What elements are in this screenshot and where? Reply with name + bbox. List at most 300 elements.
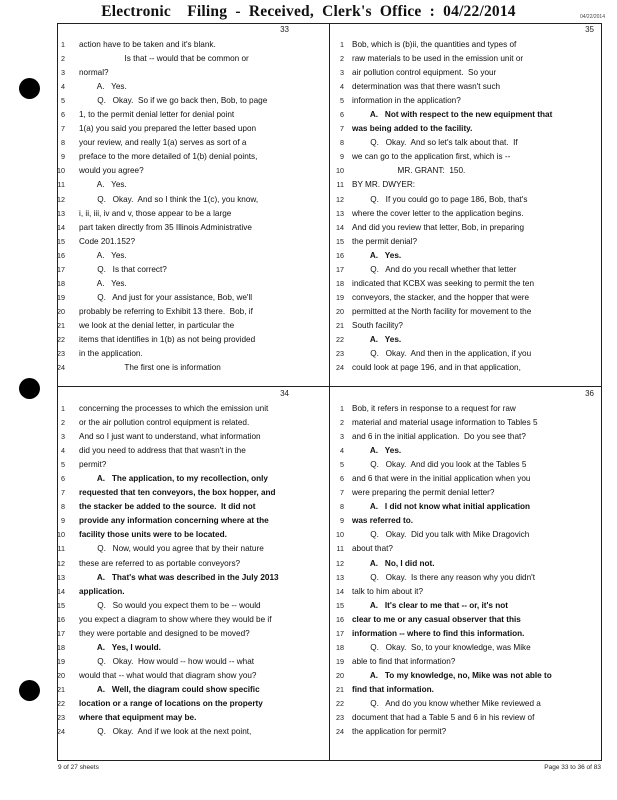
line-number: 6 [61, 474, 65, 484]
transcript-line [330, 416, 602, 430]
line-text: material and material usage information to Tables 5 [352, 418, 538, 428]
line-text: A. Yes. [79, 82, 127, 92]
transcript-lines [57, 38, 329, 375]
transcript-line [330, 557, 602, 571]
line-text: preface to the more detailed of 1(b) denial points, [79, 152, 258, 162]
line-number: 8 [61, 502, 65, 512]
line-number: 13 [57, 208, 65, 218]
line-number: 1 [340, 40, 344, 49]
transcript-line [57, 669, 329, 683]
line-text: A. The application, to my recollection, only [79, 474, 268, 484]
line-number: 4 [61, 446, 65, 456]
transcript-line [57, 641, 329, 655]
line-text: The first one is information [79, 363, 221, 373]
line-number: 3 [61, 432, 65, 442]
page-number: 34 [280, 389, 289, 398]
transcript-line [330, 585, 602, 599]
line-number: 17 [57, 264, 65, 274]
transcript-line [330, 136, 602, 150]
line-text: we can go to the application first, which is -- [352, 152, 511, 162]
page-number: 33 [280, 25, 289, 34]
transcript-line [330, 711, 602, 725]
line-text: the stacker be added to the source. It did not [79, 502, 256, 512]
transcript-line [57, 291, 329, 305]
line-text: Q. Okay. So if we go back then, Bob, to page [79, 96, 268, 106]
line-text: A. That's what was described in the July 2013 [79, 572, 279, 582]
transcript-line [57, 108, 329, 122]
line-number: 4 [340, 446, 344, 456]
page-range: Page 33 to 36 of 83 [544, 764, 601, 771]
punch-hole-icon [19, 78, 40, 99]
transcript-line [330, 263, 602, 277]
transcript-line [330, 150, 602, 164]
line-number: 14 [336, 222, 344, 232]
line-number: 20 [57, 670, 65, 680]
transcript-lines [57, 402, 329, 739]
transcript-line [57, 52, 329, 66]
line-number: 23 [57, 713, 65, 723]
line-number: 2 [61, 418, 65, 428]
line-number: 5 [61, 96, 65, 106]
line-number: 5 [340, 460, 344, 470]
transcript-line [57, 697, 329, 711]
line-text: A. Yes. [79, 250, 127, 260]
line-text: Bob, it refers in response to a request for raw [352, 404, 516, 413]
transcript-line [57, 711, 329, 725]
line-number: 14 [336, 586, 344, 596]
transcript-line [57, 193, 329, 207]
line-number: 22 [336, 698, 344, 708]
transcript-line [330, 305, 602, 319]
sheet-count: 9 of 27 sheets [58, 764, 99, 771]
transcript-line [57, 627, 329, 641]
line-text: Q. Okay. How would -- how would -- what [79, 656, 255, 666]
line-text: Q. Now, would you agree that by their nature [79, 544, 264, 554]
line-number: 19 [57, 656, 65, 666]
line-text: where that equipment may be. [79, 713, 197, 723]
line-text: your review, and really 1(a) serves as sort of a [79, 138, 247, 148]
transcript-line [330, 514, 602, 528]
line-number: 2 [340, 418, 344, 428]
transcript-line [57, 178, 329, 192]
line-text: Q. Is that correct? [79, 264, 167, 274]
line-text: 1, to the permit denial letter for denial point [79, 110, 235, 120]
line-text: A. Yes. [79, 180, 127, 190]
transcript-line [330, 347, 602, 361]
line-text: did you need to address that that wasn't in the [79, 446, 246, 456]
line-text: location or a range of locations on the property [79, 698, 263, 708]
line-text: application. [79, 586, 125, 596]
line-text: And did you review that letter, Bob, in preparing [352, 222, 525, 232]
transcript-line [57, 80, 329, 94]
line-number: 9 [340, 152, 344, 162]
transcript-line [330, 430, 602, 444]
line-number: 18 [336, 278, 344, 288]
line-text: MR. GRANT: 150. [352, 166, 466, 176]
transcript-line [57, 500, 329, 514]
transcript-line [57, 486, 329, 500]
line-number: 10 [336, 166, 344, 176]
transcript-line [57, 150, 329, 164]
line-number: 23 [336, 713, 344, 723]
line-text: A. To my knowledge, no, Mike was not able to [352, 670, 552, 680]
line-number: 9 [340, 516, 344, 526]
line-text: Q. Okay. And so let's talk about that. If [352, 138, 518, 148]
line-text: permitted at the North facility for movement to the [352, 306, 532, 316]
line-number: 4 [340, 82, 344, 92]
transcript-line [330, 641, 602, 655]
line-number: 18 [57, 278, 65, 288]
line-text: about that? [352, 544, 393, 554]
line-number: 22 [57, 698, 65, 708]
page-number: 36 [585, 389, 594, 398]
transcript-line [330, 613, 602, 627]
line-number: 24 [57, 363, 65, 373]
transcript-line [330, 571, 602, 585]
line-text: A. No, I did not. [352, 558, 435, 568]
transcript-line [57, 38, 329, 52]
transcript-line [330, 402, 602, 416]
transcript-line [57, 305, 329, 319]
line-number: 7 [61, 124, 65, 134]
line-text: the permit denial? [352, 236, 418, 246]
line-text: they were portable and designed to be moved? [79, 628, 250, 638]
line-text: and 6 in the initial application. Do you see that? [352, 432, 526, 442]
line-number: 8 [340, 502, 344, 512]
transcript-line [57, 557, 329, 571]
line-number: 9 [61, 152, 65, 162]
transcript-line [57, 599, 329, 613]
line-text: Q. If you could go to page 186, Bob, that's [352, 194, 528, 204]
transcript-line [330, 66, 602, 80]
transcript-line [57, 235, 329, 249]
row-divider [57, 386, 602, 387]
line-text: normal? [79, 68, 109, 78]
line-number: 23 [57, 349, 65, 359]
transcript-line [57, 458, 329, 472]
transcript-line [330, 458, 602, 472]
transcript-line [57, 528, 329, 542]
line-number: 11 [57, 544, 65, 554]
line-number: 4 [61, 82, 65, 92]
transcript-lines [330, 38, 602, 375]
line-number: 3 [61, 68, 65, 78]
transcript-line [57, 655, 329, 669]
transcript-line [330, 38, 602, 52]
line-text: was being added to the facility. [352, 124, 473, 134]
transcript-line [330, 207, 602, 221]
line-number: 2 [340, 54, 344, 64]
transcript-line [57, 333, 329, 347]
line-text: requested that ten conveyors, the box hopper, and [79, 488, 276, 498]
transcript-line [57, 444, 329, 458]
line-text: or the air pollution control equipment is related. [79, 418, 250, 428]
line-number: 7 [61, 488, 65, 498]
transcript-line [57, 430, 329, 444]
line-number: 7 [340, 124, 344, 134]
line-text: in the application. [79, 349, 143, 359]
transcript-line [330, 164, 602, 178]
line-text: Q. And do you know whether Mike reviewed a [352, 698, 541, 708]
page-number: 35 [585, 25, 594, 34]
line-text: A. Yes. [352, 250, 402, 260]
transcript-line [330, 528, 602, 542]
line-number: 21 [57, 320, 65, 330]
line-text: Q. Okay. Did you talk with Mike Dragovich [352, 530, 530, 540]
line-number: 13 [57, 572, 65, 582]
punch-hole-icon [19, 378, 40, 399]
line-text: permit? [79, 460, 107, 470]
transcript-line [330, 361, 602, 375]
line-number: 15 [57, 236, 65, 246]
line-number: 18 [336, 642, 344, 652]
line-number: 17 [336, 628, 344, 638]
transcript-line [330, 319, 602, 333]
line-number: 6 [61, 110, 65, 120]
transcript-line [330, 599, 602, 613]
transcript-line [57, 416, 329, 430]
transcript-line [57, 347, 329, 361]
line-text: Q. And do you recall whether that letter [352, 264, 517, 274]
line-text: BY MR. DWYER: [352, 180, 416, 190]
transcript-line [57, 402, 329, 416]
transcript-line [330, 52, 602, 66]
transcript-line [330, 277, 602, 291]
transcript-line [57, 249, 329, 263]
line-number: 6 [340, 474, 344, 484]
line-text: Code 201.152? [79, 236, 135, 246]
line-text: Is that -- would that be common or [79, 54, 249, 64]
line-number: 18 [57, 642, 65, 652]
filing-stamp-header: Electronic Filing - Received, Clerk's Office : 04/22/2014 [101, 3, 516, 20]
line-text: And so I just want to understand, what information [79, 432, 261, 442]
line-text: clear to me or any casual observer that this [352, 614, 521, 624]
line-text: concerning the processes to which the emission unit [79, 404, 269, 413]
line-number: 6 [340, 110, 344, 120]
line-number: 3 [340, 68, 344, 78]
transcript-line [330, 108, 602, 122]
line-text: Q. So would you expect them to be -- would [79, 600, 261, 610]
line-number: 11 [57, 180, 65, 190]
line-text: information -- where to find this information. [352, 628, 525, 638]
line-text: facility those units were to be located. [79, 530, 227, 540]
transcript-line [57, 725, 329, 739]
line-number: 1 [61, 404, 65, 413]
line-number: 12 [57, 558, 65, 568]
line-number: 3 [340, 432, 344, 442]
line-text: was referred to. [352, 516, 413, 526]
line-text: i, ii, iii, iv and v, those appear to be a large [79, 208, 232, 218]
line-text: indicated that KCBX was seeking to permit the ten [352, 278, 535, 288]
line-number: 16 [57, 614, 65, 624]
line-number: 10 [336, 530, 344, 540]
transcript-line [330, 542, 602, 556]
transcript-line [57, 514, 329, 528]
line-text: probably be referring to Exhibit 13 there. Bob, if [79, 306, 253, 316]
transcript-line [330, 444, 602, 458]
line-number: 13 [336, 208, 344, 218]
line-number: 17 [57, 628, 65, 638]
line-text: could look at page 196, and in that application, [352, 363, 521, 373]
transcript-line [330, 193, 602, 207]
line-text: we look at the denial letter, in particular the [79, 320, 235, 330]
transcript-line [57, 66, 329, 80]
line-number: 20 [336, 306, 344, 316]
transcript-line [330, 235, 602, 249]
transcript-line [57, 585, 329, 599]
line-text: and 6 that were in the initial application when you [352, 474, 531, 484]
transcript-line [57, 94, 329, 108]
transcript-line [330, 500, 602, 514]
line-text: 1(a) you said you prepared the letter based upon [79, 124, 257, 134]
line-number: 24 [336, 363, 344, 373]
line-text: Q. Okay. So, to your knowledge, was Mike [352, 642, 531, 652]
line-number: 22 [336, 334, 344, 344]
line-number: 19 [336, 292, 344, 302]
transcript-line [57, 164, 329, 178]
line-number: 12 [336, 558, 344, 568]
line-text: would that -- what would that diagram show you? [79, 670, 257, 680]
line-number: 7 [340, 488, 344, 498]
line-number: 13 [336, 572, 344, 582]
line-text: part taken directly from 35 Illinois Administrative [79, 222, 252, 232]
transcript-line [57, 542, 329, 556]
transcript-line [57, 263, 329, 277]
line-number: 24 [336, 727, 344, 737]
line-number: 15 [336, 600, 344, 610]
transcript-line [57, 683, 329, 697]
line-text: Q. Okay. And so I think the 1(c), you know, [79, 194, 259, 204]
line-number: 1 [340, 404, 344, 413]
line-text: these are referred to as portable conveyors? [79, 558, 241, 568]
line-text: Bob, which is (b)ii, the quantities and types of [352, 40, 517, 49]
transcript-line [330, 725, 602, 739]
line-text: South facility? [352, 320, 403, 330]
line-number: 19 [336, 656, 344, 666]
line-number: 22 [57, 334, 65, 344]
transcript-line [57, 361, 329, 375]
line-text: talk to him about it? [352, 586, 423, 596]
line-text: document that had a Table 5 and 6 in his review of [352, 713, 535, 723]
line-number: 20 [336, 670, 344, 680]
line-text: air pollution control equipment. So your [352, 68, 497, 78]
punch-hole-icon [19, 680, 40, 701]
line-number: 5 [340, 96, 344, 106]
line-text: provide any information concerning where at the [79, 516, 269, 526]
line-text: A. I did not know what initial application [352, 502, 531, 512]
line-number: 11 [336, 180, 344, 190]
transcript-lines [330, 402, 602, 739]
transcript-line [330, 472, 602, 486]
line-text: determination was that there wasn't such [352, 82, 501, 92]
line-text: Q. Okay. And did you look at the Tables 5 [352, 460, 527, 470]
line-text: Q. Okay. And if we look at the next point, [79, 727, 252, 737]
line-number: 19 [57, 292, 65, 302]
line-number: 10 [57, 166, 65, 176]
transcript-line [57, 277, 329, 291]
line-text: the application for permit? [352, 727, 447, 737]
transcript-line [57, 319, 329, 333]
transcript-line [330, 669, 602, 683]
transcript-line [57, 613, 329, 627]
line-number: 16 [336, 250, 344, 260]
line-text: find that information. [352, 684, 434, 694]
transcript-line [330, 655, 602, 669]
line-number: 11 [336, 544, 344, 554]
transcript-line [330, 291, 602, 305]
line-number: 14 [57, 586, 65, 596]
line-number: 16 [336, 614, 344, 624]
line-text: information in the application? [352, 96, 461, 106]
line-number: 20 [57, 306, 65, 316]
line-number: 2 [61, 54, 65, 64]
line-number: 21 [336, 320, 344, 330]
line-number: 21 [57, 684, 65, 694]
line-text: where the cover letter to the application begins. [352, 208, 524, 218]
line-text: you expect a diagram to show where they would be if [79, 614, 272, 624]
line-number: 15 [57, 600, 65, 610]
line-text: A. Well, the diagram could show specific [79, 684, 260, 694]
transcript-line [330, 221, 602, 235]
transcript-line [57, 207, 329, 221]
line-text: would you agree? [79, 166, 144, 176]
line-text: A. It's clear to me that -- or, it's not [352, 600, 508, 610]
transcript-line [330, 178, 602, 192]
line-number: 16 [57, 250, 65, 260]
line-text: A. Not with respect to the new equipment that [352, 110, 553, 120]
line-number: 1 [61, 40, 65, 49]
line-number: 14 [57, 222, 65, 232]
transcript-line [330, 486, 602, 500]
transcript-line [330, 94, 602, 108]
line-text: A. Yes. [79, 278, 127, 288]
line-text: Q. And just for your assistance, Bob, we'll [79, 292, 253, 302]
line-text: able to find that information? [352, 656, 456, 666]
line-number: 24 [57, 727, 65, 737]
line-number: 8 [61, 138, 65, 148]
line-text: Q. Okay. And then in the application, if you [352, 349, 532, 359]
line-number: 12 [57, 194, 65, 204]
transcript-line [57, 136, 329, 150]
line-text: were preparing the permit denial letter? [352, 488, 495, 498]
transcript-line [330, 122, 602, 136]
line-number: 10 [57, 530, 65, 540]
line-text: A. Yes. [352, 334, 402, 344]
transcript-line [57, 221, 329, 235]
transcript-line [57, 571, 329, 585]
line-number: 5 [61, 460, 65, 470]
line-text: A. Yes. [352, 446, 402, 456]
line-text: conveyors, the stacker, and the hopper that were [352, 292, 530, 302]
line-text: Q. Okay. Is there any reason why you didn't [352, 572, 535, 582]
line-number: 8 [340, 138, 344, 148]
transcript-line [330, 683, 602, 697]
transcript-line [330, 697, 602, 711]
line-text: items that identifies in 1(b) as not being provided [79, 334, 256, 344]
line-text: action have to be taken and it's blank. [79, 40, 216, 49]
transcript-line [330, 627, 602, 641]
line-number: 15 [336, 236, 344, 246]
header-code: 04/22/2014 [579, 14, 605, 20]
line-number: 12 [336, 194, 344, 204]
transcript-line [330, 333, 602, 347]
transcript-line [57, 122, 329, 136]
line-number: 21 [336, 684, 344, 694]
line-text: raw materials to be used in the emission unit or [352, 54, 524, 64]
transcript-line [57, 472, 329, 486]
line-number: 17 [336, 264, 344, 274]
line-number: 23 [336, 349, 344, 359]
